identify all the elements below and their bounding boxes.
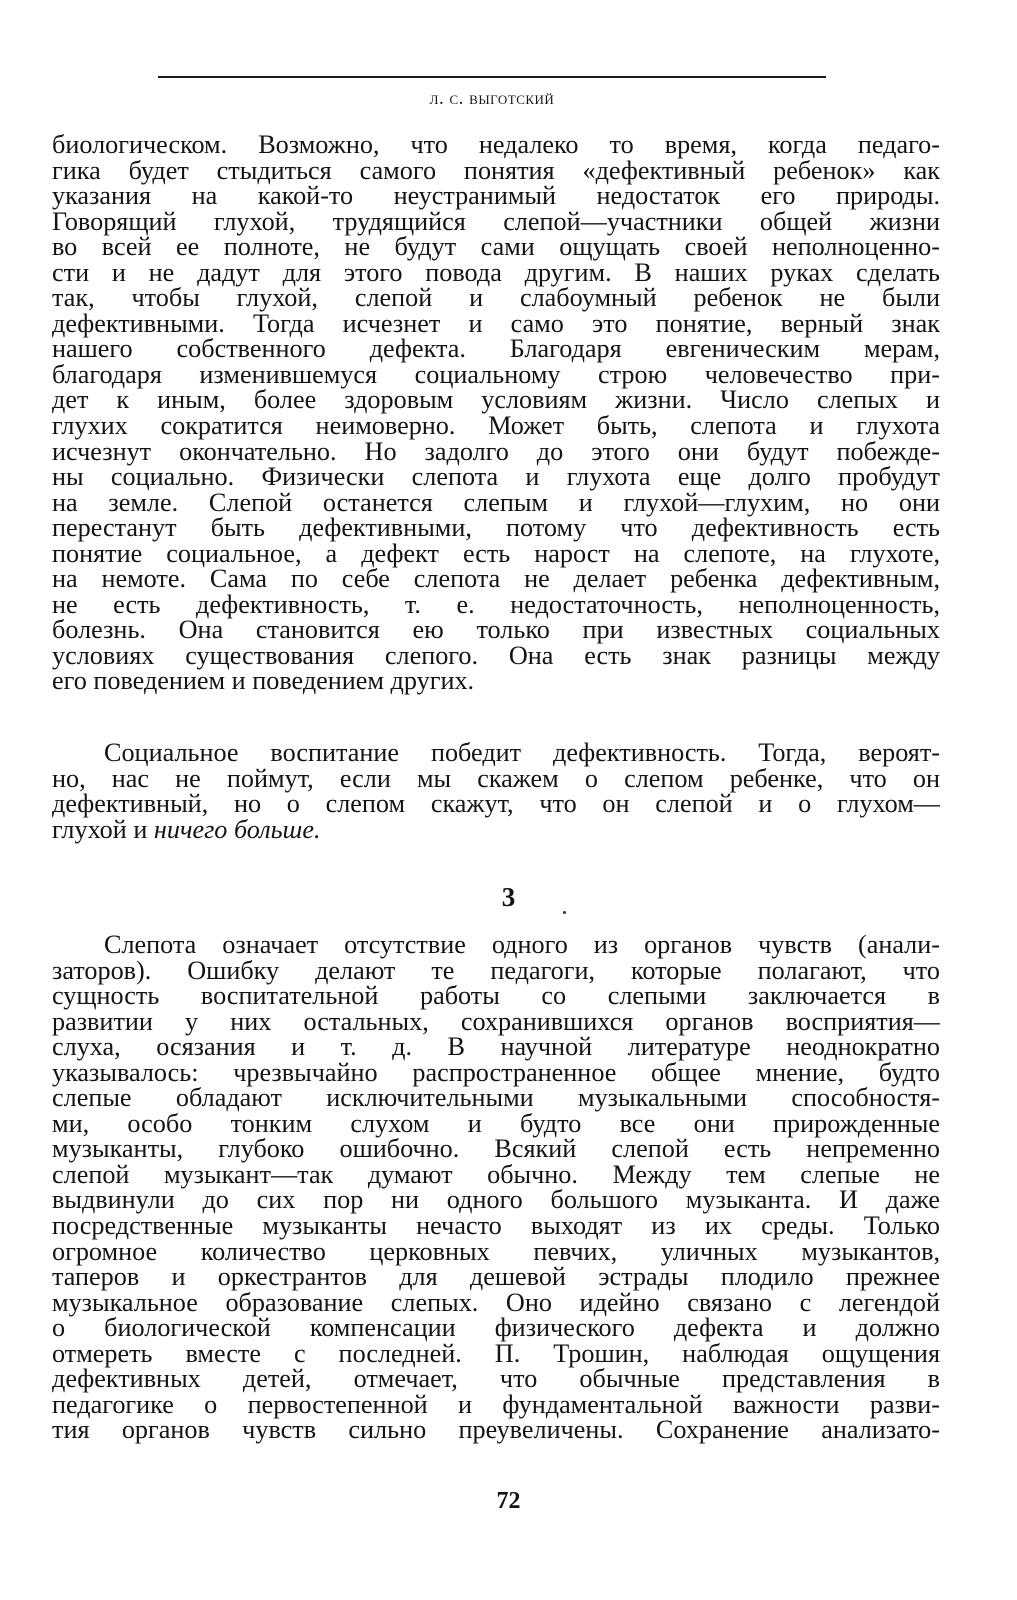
text-line: указывалось: чрезвычайно распространенное общее мнение, будто: [52, 1057, 940, 1087]
text-line: ны социально. Физически слепота и глухота еще долго пробудут: [52, 462, 940, 492]
print-speck: [563, 911, 566, 914]
text-line: посредственные музыканты нечасто выходят из их среды. Только: [52, 1211, 940, 1241]
text-line: благодаря изменившемуся социальному строю человечество при-: [52, 359, 940, 389]
text-line: Социальное воспитание победит дефективность. Тогда, вероят-: [104, 738, 940, 767]
text-line: указания на какой-то неустранимый недостаток его природы.: [52, 181, 940, 211]
header-rule: [158, 76, 826, 78]
paragraph-3: [52, 932, 940, 1443]
text-line: развитии у них остальных, сохранившихся органов восприятия—: [52, 1006, 940, 1036]
section-number: 3: [501, 882, 516, 912]
text-line: дефективных детей, отмечает, что обычные представления в: [52, 1364, 940, 1394]
text-line-final: [52, 814, 940, 844]
text-line: условиях существования слепого. Она есть знак разницы между: [52, 640, 940, 670]
text-line: дефективными. Тогда исчезнет и само это понятие, верный знак: [52, 308, 940, 338]
page-number: 72: [496, 1488, 521, 1514]
text-line: дет к иным, более здоровым условиям жизни. Число слепых и: [52, 385, 940, 415]
text-line: отмереть вместе с последней. П. Трошин, наблюдая ощущения: [52, 1338, 940, 1368]
text-line: не есть дефективность, т. е. недостаточность, неполноценность,: [52, 589, 940, 619]
paragraph-1: [52, 132, 940, 694]
text-line: Слепота означает отсутствие одного из органов чувств (анали-: [104, 930, 940, 959]
text-line: слепые обладают исключительными музыкальными способностя-: [52, 1083, 940, 1113]
text-italic-emphasis: ничего больше.: [153, 814, 321, 844]
text-line: понятие социальное, а дефект есть нарост на слепоте, на глухоте,: [52, 538, 940, 568]
text-line: слепой музыкант—так думают обычно. Между тем слепые не: [52, 1159, 940, 1189]
text-line: сущность воспитательной работы со слепыми заключается в: [52, 981, 940, 1011]
text-line: исчезнут окончательно. Но задолго до этого они будут побежде-: [52, 436, 940, 466]
text-line: но, нас не поймут, если мы скажем о слепом ребенке, что он: [52, 763, 940, 793]
text-line: тия органов чувств сильно преувеличены. Сохранение анализато-: [52, 1415, 940, 1445]
text-line: нашего собственного дефекта. Благодаря евгеническим мерам,: [52, 334, 940, 364]
text-line: биологическом. Возможно, что недалеко то время, когда педаго-: [52, 130, 940, 159]
text-line: дефективный, но о слепом скажут, что он слепой и о глухом—: [52, 789, 940, 819]
text-line: музыканты, глубоко ошибочно. Всякий слепой есть непременно: [52, 1134, 940, 1164]
text-line: болезнь. Она становится ею только при известных социальных: [52, 615, 940, 645]
text-line: о биологической компенсации физического дефекта и должно: [52, 1313, 940, 1343]
text-line: Говорящий глухой, трудящийся слепой—участники общей жизни: [52, 206, 940, 236]
text-line: огромное количество церковных певчих, уличных музыкантов,: [52, 1236, 940, 1266]
text-line: на немоте. Сама по себе слепота не делает ребенка дефективным,: [52, 564, 940, 594]
text-line: педагогике о первостепенной и фундаментальной важности разви-: [52, 1389, 940, 1419]
text-line: ми, особо тонким слухом и будто все они прирожденные: [52, 1108, 940, 1138]
running-head: л. с. выготский: [429, 88, 555, 109]
text-line: выдвинули до сих пор ни одного большого музыканта. И даже: [52, 1185, 940, 1215]
text-line: так, чтобы глухой, слепой и слабоумный ребенок не были: [52, 283, 940, 313]
text-line: его поведением и поведением других.: [52, 666, 475, 696]
text-line: перестанут быть дефективными, потому что дефективность есть: [52, 513, 940, 543]
paragraph-2: [52, 740, 940, 842]
text-plain: глухой и: [52, 814, 154, 844]
text-line: глухих сократится неимоверно. Может быть, слепота и глухота: [52, 411, 940, 441]
text-line: гика будет стыдиться самого понятия «дефективный ребенок» как: [52, 155, 940, 185]
text-line: слуха, осязания и т. д. В научной литературе неоднократно: [52, 1032, 940, 1062]
text-line: таперов и оркестрантов для дешевой эстрады плодило прежнее: [52, 1262, 940, 1292]
text-line: заторов). Ошибку делают те педагоги, которые полагают, что: [52, 955, 940, 985]
text-line: во всей ее полноте, не будут сами ощущать своей неполноценно-: [52, 232, 940, 262]
text-line: музыкальное образование слепых. Оно идейно связано с легендой: [52, 1287, 940, 1317]
text-line: сти и не дадут для этого повода другим. В наших руках сделать: [52, 257, 940, 287]
text-line: на земле. Слепой останется слепым и глухой—глухим, но они: [52, 487, 940, 517]
